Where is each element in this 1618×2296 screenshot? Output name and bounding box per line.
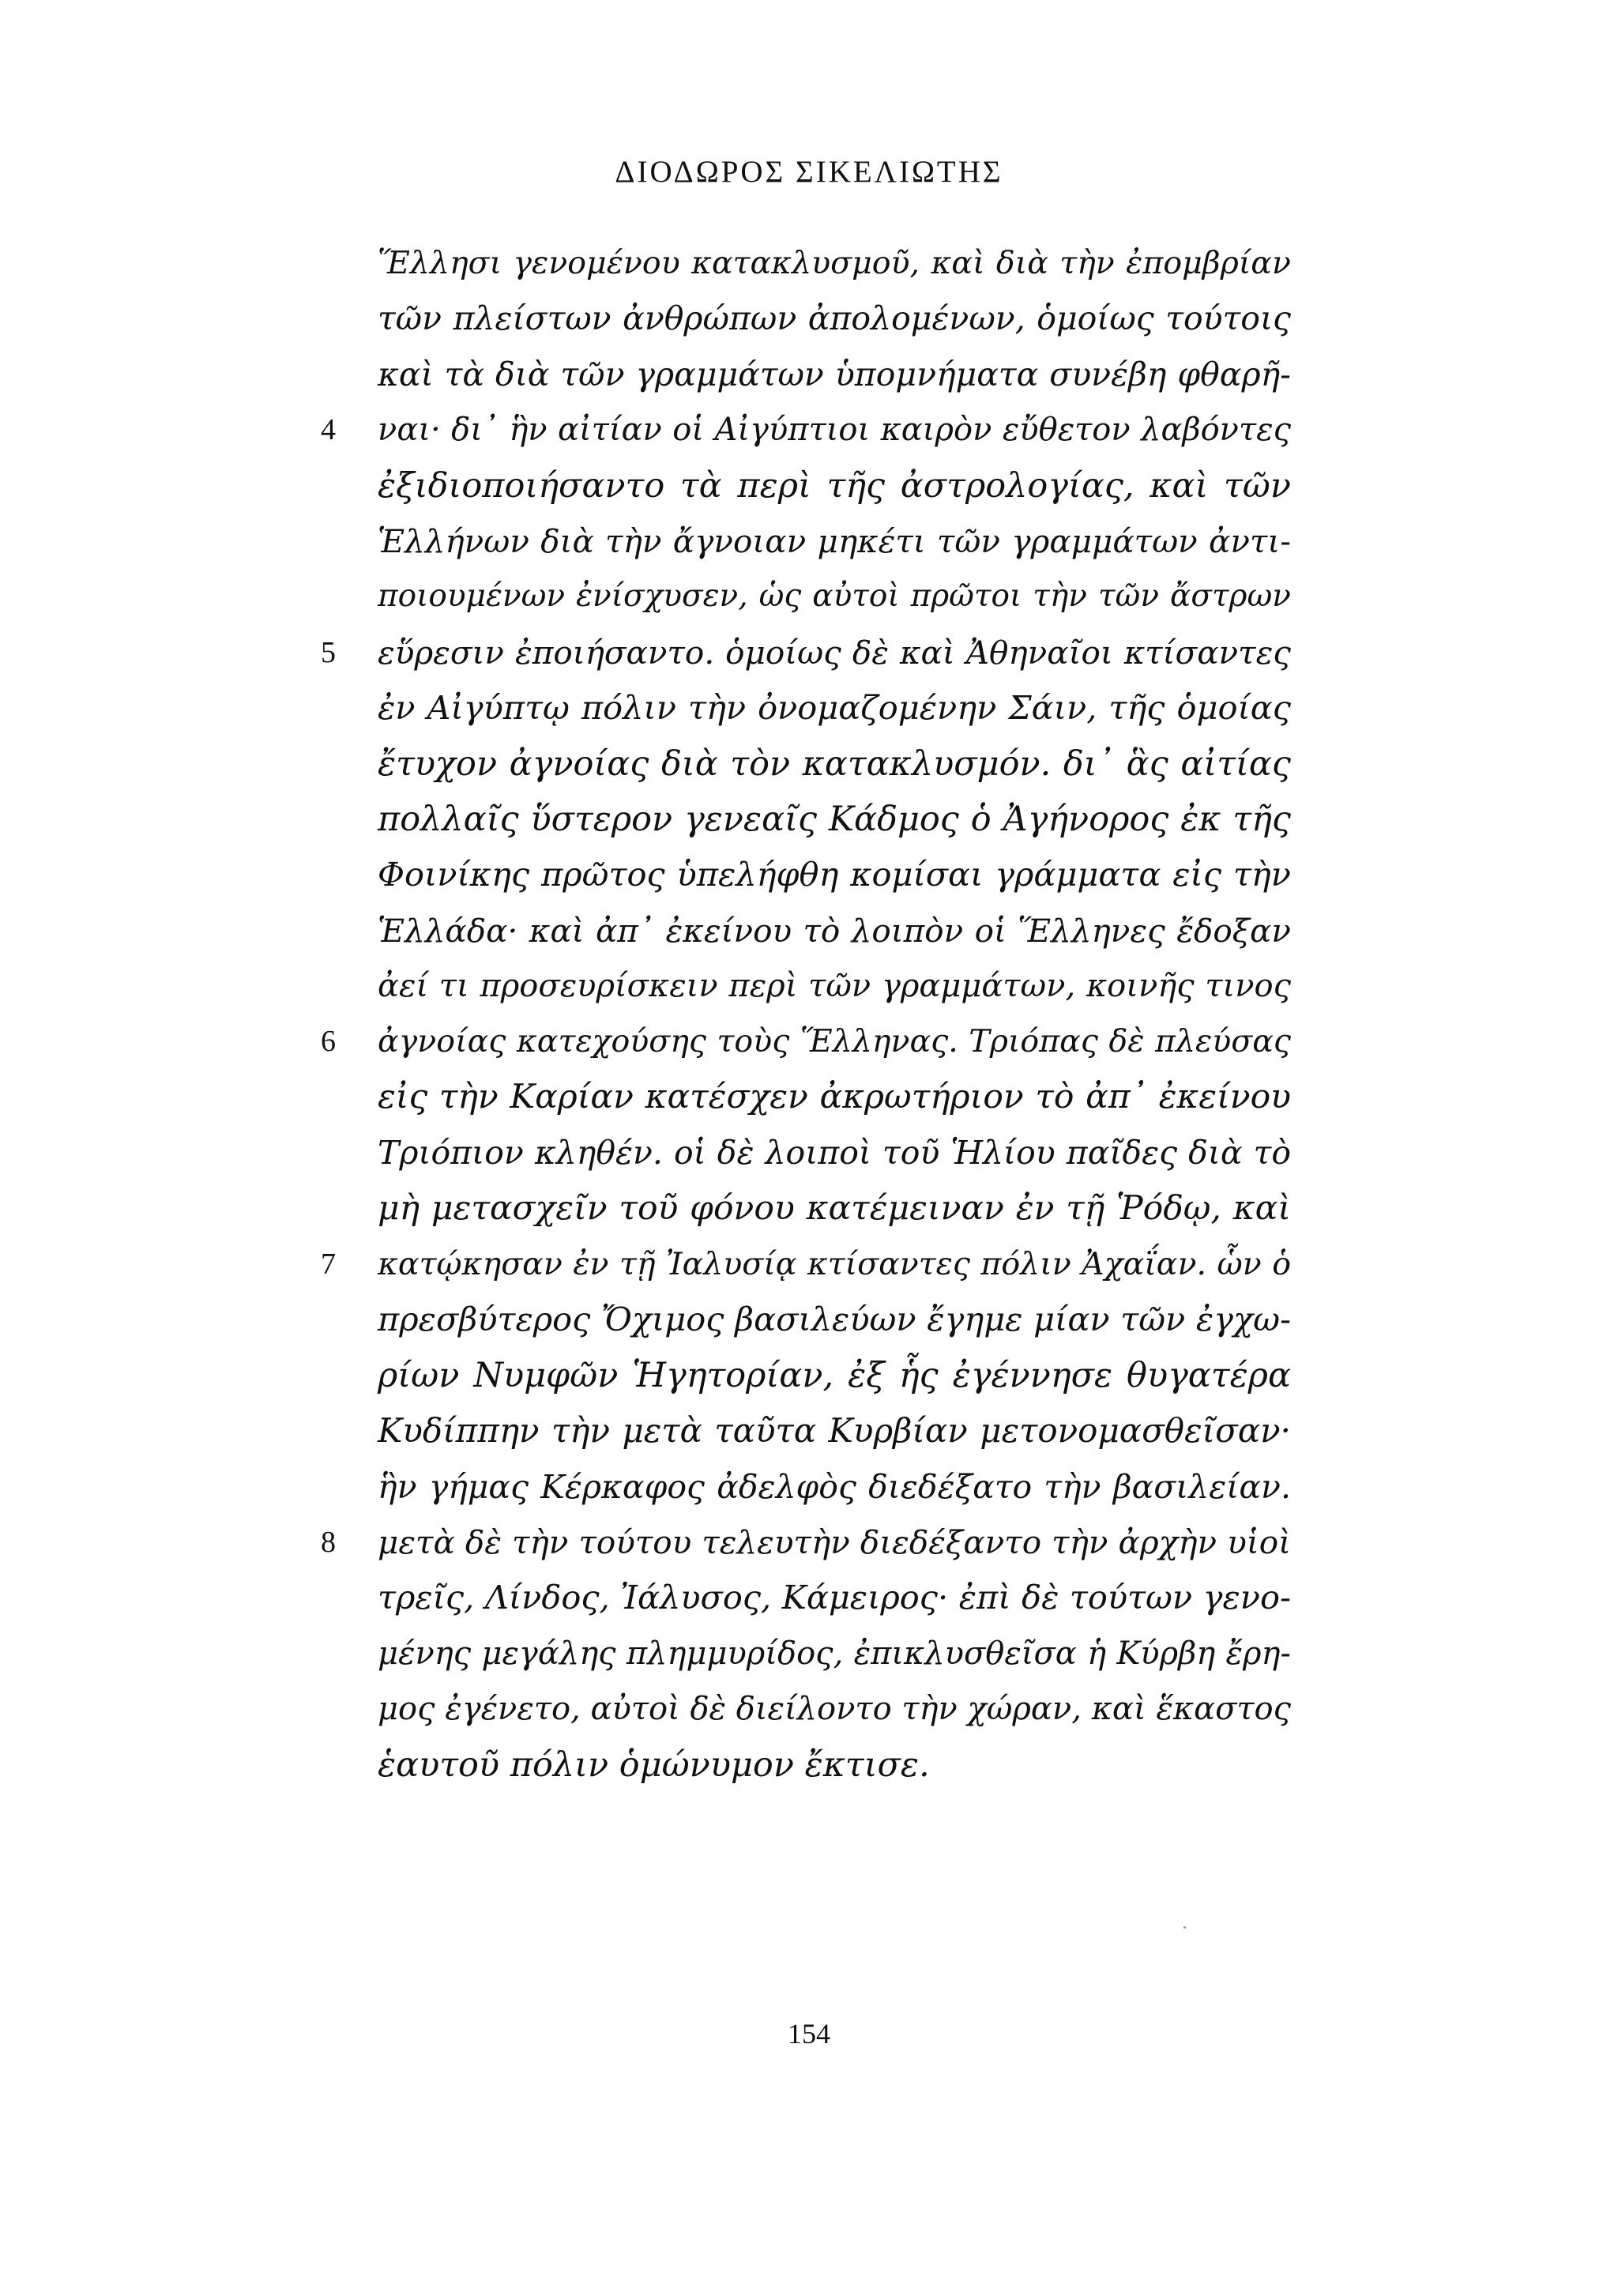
text-line	[378, 1292, 1291, 1347]
text-line	[321, 625, 1291, 680]
section-number: 5	[321, 635, 336, 669]
line-text: εὕρεσιν ἐποιήσαντο. ὁμοίως δὲ καὶ Ἀθηναῖοι κτίσαντες	[378, 633, 1291, 672]
line-text: πολλαῖς ὕστερον γενεαῖς Κάδμος ὁ Ἀγήνορος ἐκ τῆς	[378, 799, 1291, 839]
line-text: κατῴκησαν ἐν τῇ Ἰαλυσίᾳ κτίσαντες πόλιν Ἀχαΐαν. ὧν ὁ	[378, 1246, 1291, 1283]
page-number: 154	[788, 2018, 830, 2049]
text-line	[378, 235, 1291, 291]
text-line	[378, 569, 1291, 624]
text-line	[378, 1181, 1291, 1236]
text-line	[378, 680, 1291, 736]
text-line	[321, 1515, 1291, 1570]
line-text: Ἑλλάδα· καὶ ἀπ᾽ ἐκείνου τὸ λοιπὸν οἱ Ἕλληνες ἔδοξαν	[378, 911, 1291, 950]
line-text: Τριόπιον κληθέν. οἱ δὲ λοιποὶ τοῦ Ἡλίου παῖδες διὰ τὸ	[378, 1134, 1291, 1172]
text-line	[378, 1070, 1291, 1125]
section-number: 8	[321, 1525, 336, 1559]
line-text: πρεσβύτερος Ὄχιμος βασιλεύων ἔγημε μίαν τῶν ἐγχω-	[378, 1300, 1291, 1339]
text-line	[378, 1681, 1291, 1737]
text-line	[378, 1570, 1291, 1625]
text-line	[378, 1737, 1291, 1793]
line-text: Φοινίκης πρῶτος ὑπελήφθη κομίσαι γράμματα εἰς τὴν	[378, 855, 1291, 894]
section-number: 6	[321, 1025, 336, 1059]
text-line	[378, 347, 1291, 402]
line-text: τρεῖς, Λίνδος, Ἰάλυσος, Κάμειρος· ἐπὶ δὲ τούτων γενο-	[378, 1578, 1291, 1617]
text-line	[378, 903, 1291, 958]
line-text: Ἕλλησι γενομένου κατακλυσμοῦ, καὶ διὰ τὴν ἐπομβρίαν	[378, 245, 1291, 281]
section-number: 4	[321, 413, 336, 447]
line-text: ἀγνοίας κατεχούσης τοὺς Ἕλληνας. Τριόπας δὲ πλεύσας	[378, 1023, 1291, 1060]
line-text: τῶν πλείστων ἀνθρώπων ἀπολομένων, ὁμοίως τούτοις	[378, 299, 1291, 338]
text-line	[378, 1403, 1291, 1459]
line-text: ἔτυχον ἀγνοίας διὰ τὸν κατακλυσμόν. δι᾽ ἃς αἰτίας	[378, 743, 1291, 784]
line-text: εἰς τὴν Καρίαν κατέσχεν ἀκρωτήριον τὸ ἀπ᾽ ἐκείνου	[378, 1077, 1291, 1116]
line-text: ναι· δι᾽ ἣν αἰτίαν οἱ Αἰγύπτιοι καιρὸν εὔθετον λαβόντες	[378, 412, 1291, 449]
text-line	[378, 291, 1291, 346]
text-line	[321, 1236, 1291, 1292]
text-line	[378, 458, 1291, 514]
text-line	[378, 847, 1291, 902]
line-text: μὴ μετασχεῖν τοῦ φόνου κατέμειναν ἐν τῇ Ῥόδῳ, καὶ	[378, 1188, 1291, 1228]
line-text: ποιουμένων ἐνίσχυσεν, ὡς αὐτοὶ πρῶτοι τὴν τῶν ἄστρων	[378, 578, 1291, 615]
text-line	[321, 402, 1291, 457]
text-line	[378, 514, 1291, 569]
text-line	[321, 1014, 1291, 1069]
text-line	[378, 792, 1291, 847]
text-line	[378, 1459, 1291, 1515]
line-text: μένης μεγάλης πλημμυρίδος, ἐπικλυσθεῖσα ἡ Κύρβη ἔρη-	[378, 1635, 1291, 1672]
line-text: ἑαυτοῦ πόλιν ὁμώνυμον ἔκτισε.	[378, 1745, 930, 1785]
line-text: καὶ τὰ διὰ τῶν γραμμάτων ὑπομνήματα συνέβη φθαρῆ-	[378, 355, 1291, 393]
text-line	[378, 1626, 1291, 1681]
running-head: ΔΙΟΔΩΡΟΣ ΣΙΚΕΛΙΩΤΗΣ	[615, 155, 1003, 189]
line-text: Ἑλλήνων διὰ τὴν ἄγνοιαν μηκέτι τῶν γραμμάτων ἀντι-	[378, 521, 1291, 560]
text-block	[321, 235, 1291, 1793]
text-line	[378, 1125, 1291, 1180]
line-text: ἀεί τι προσευρίσκειν περὶ τῶν γραμμάτων, κοινῆς τινος	[378, 968, 1291, 1005]
page-speck	[1183, 1926, 1186, 1929]
line-text: ἐξιδιοποιήσαντο τὰ περὶ τῆς ἀστρολογίας, καὶ τῶν	[378, 465, 1291, 506]
line-text: ἐν Αἰγύπτῳ πόλιν τὴν ὀνομαζομένην Σάιν, τῆς ὁμοίας	[378, 688, 1291, 728]
line-text: ἣν γήμας Κέρκαφος ἀδελφὸς διεδέξατο τὴν βασιλείαν.	[378, 1467, 1291, 1506]
text-line	[378, 958, 1291, 1014]
text-line	[378, 1348, 1291, 1403]
line-text: ρίων Νυμφῶν Ἡγητορίαν, ἐξ ἧς ἐγέννησε θυγατέρα	[378, 1355, 1291, 1395]
text-line	[378, 736, 1291, 792]
line-text: Κυδίππην τὴν μετὰ ταῦτα Κυρβίαν μετονομασθεῖσαν·	[378, 1411, 1291, 1451]
line-text: μος ἐγένετο, αὐτοὶ δὲ διείλοντο τὴν χώραν, καὶ ἕκαστος	[378, 1691, 1291, 1728]
section-number: 7	[321, 1248, 336, 1282]
line-text: μετὰ δὲ τὴν τούτου τελευτὴν διεδέξαντο τὴν ἀρχὴν υἱοὶ	[378, 1523, 1291, 1561]
